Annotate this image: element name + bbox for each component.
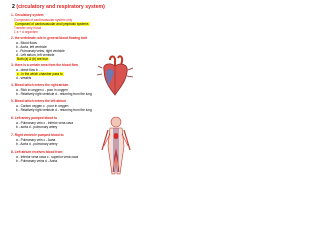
q1-option-b: Composed of cardiovascular and lymphatic systems [15,22,89,26]
question-6: 6- Left artery pumped blood to [11,116,58,120]
question-8: 8- Left atrium receives blood from [11,150,63,154]
page-title [12,4,105,10]
title-text: (circulatory and respiratory system) [16,4,105,10]
q1-option-a: Composed of cardiovascular system only [14,18,73,22]
q8-options-row-2: b - Pulmonary veins d - Aorta [16,159,58,163]
q1-option-c: Transfer only blood [14,26,42,30]
q2-option-a: a - Blood flows [16,41,37,45]
question-7: 7- Right ventricle pumped blood to [11,133,64,137]
q7-options-row-2: b - Aorta d - pulmonary artery [16,142,58,146]
q3-option-c: c - in the which chamber pass to [17,72,63,76]
question-5: 5- Blood which enters the left atrium [11,99,67,103]
q6-options-row-1: a - Pulmonary vein c - inferior vena cava [16,121,74,125]
question-3: 3- there is a certain area from the blood flow [11,63,78,67]
q8-options-row-1: a - Inferior vena cava c - superior vena cava [16,155,79,159]
q2-option-c: c - Pulmonary veins, right ventricle [16,49,65,53]
heart-diagram [96,54,134,98]
q4-options-row-2: b - Relatively right ventricle d - returning from the lung [16,92,92,96]
q3-option-d: d - vessels [16,76,32,80]
question-1: 1- Circulatory system [11,13,44,17]
q2-answer: Both (a) & (b) are true [17,57,49,61]
q2-option-d: d - Left atrium, left ventricle [16,53,55,57]
q7-options-row-1: a - Pulmonary vein c - Aorta [16,138,56,142]
question-2: 2- the vertebrate role in general blood flowing trait [11,36,87,40]
document-page [0,0,149,198]
q1-option-d: 1 a + d organism [14,30,38,34]
question-4: 4- Blood which enters the right atrium [11,83,69,87]
q4-options-row-1: a - Rich in oxygen c - poor in oxygen [16,88,68,92]
q5-options-row-2: b - Relatively right ventricle d - returning from the lung [16,108,92,112]
q3-option-a: a - direct flow b - ... [16,68,44,72]
q2-option-b: b - Aorta, left ventricle [16,45,47,49]
q6-options-row-2: b - aorta d - pulmonary artery [16,125,58,129]
title-prefix: 2 [12,4,15,10]
q5-options-row-1: a - Carbon oxygen c - poor in oxygen [16,104,69,108]
circulation-diagram [101,116,131,176]
